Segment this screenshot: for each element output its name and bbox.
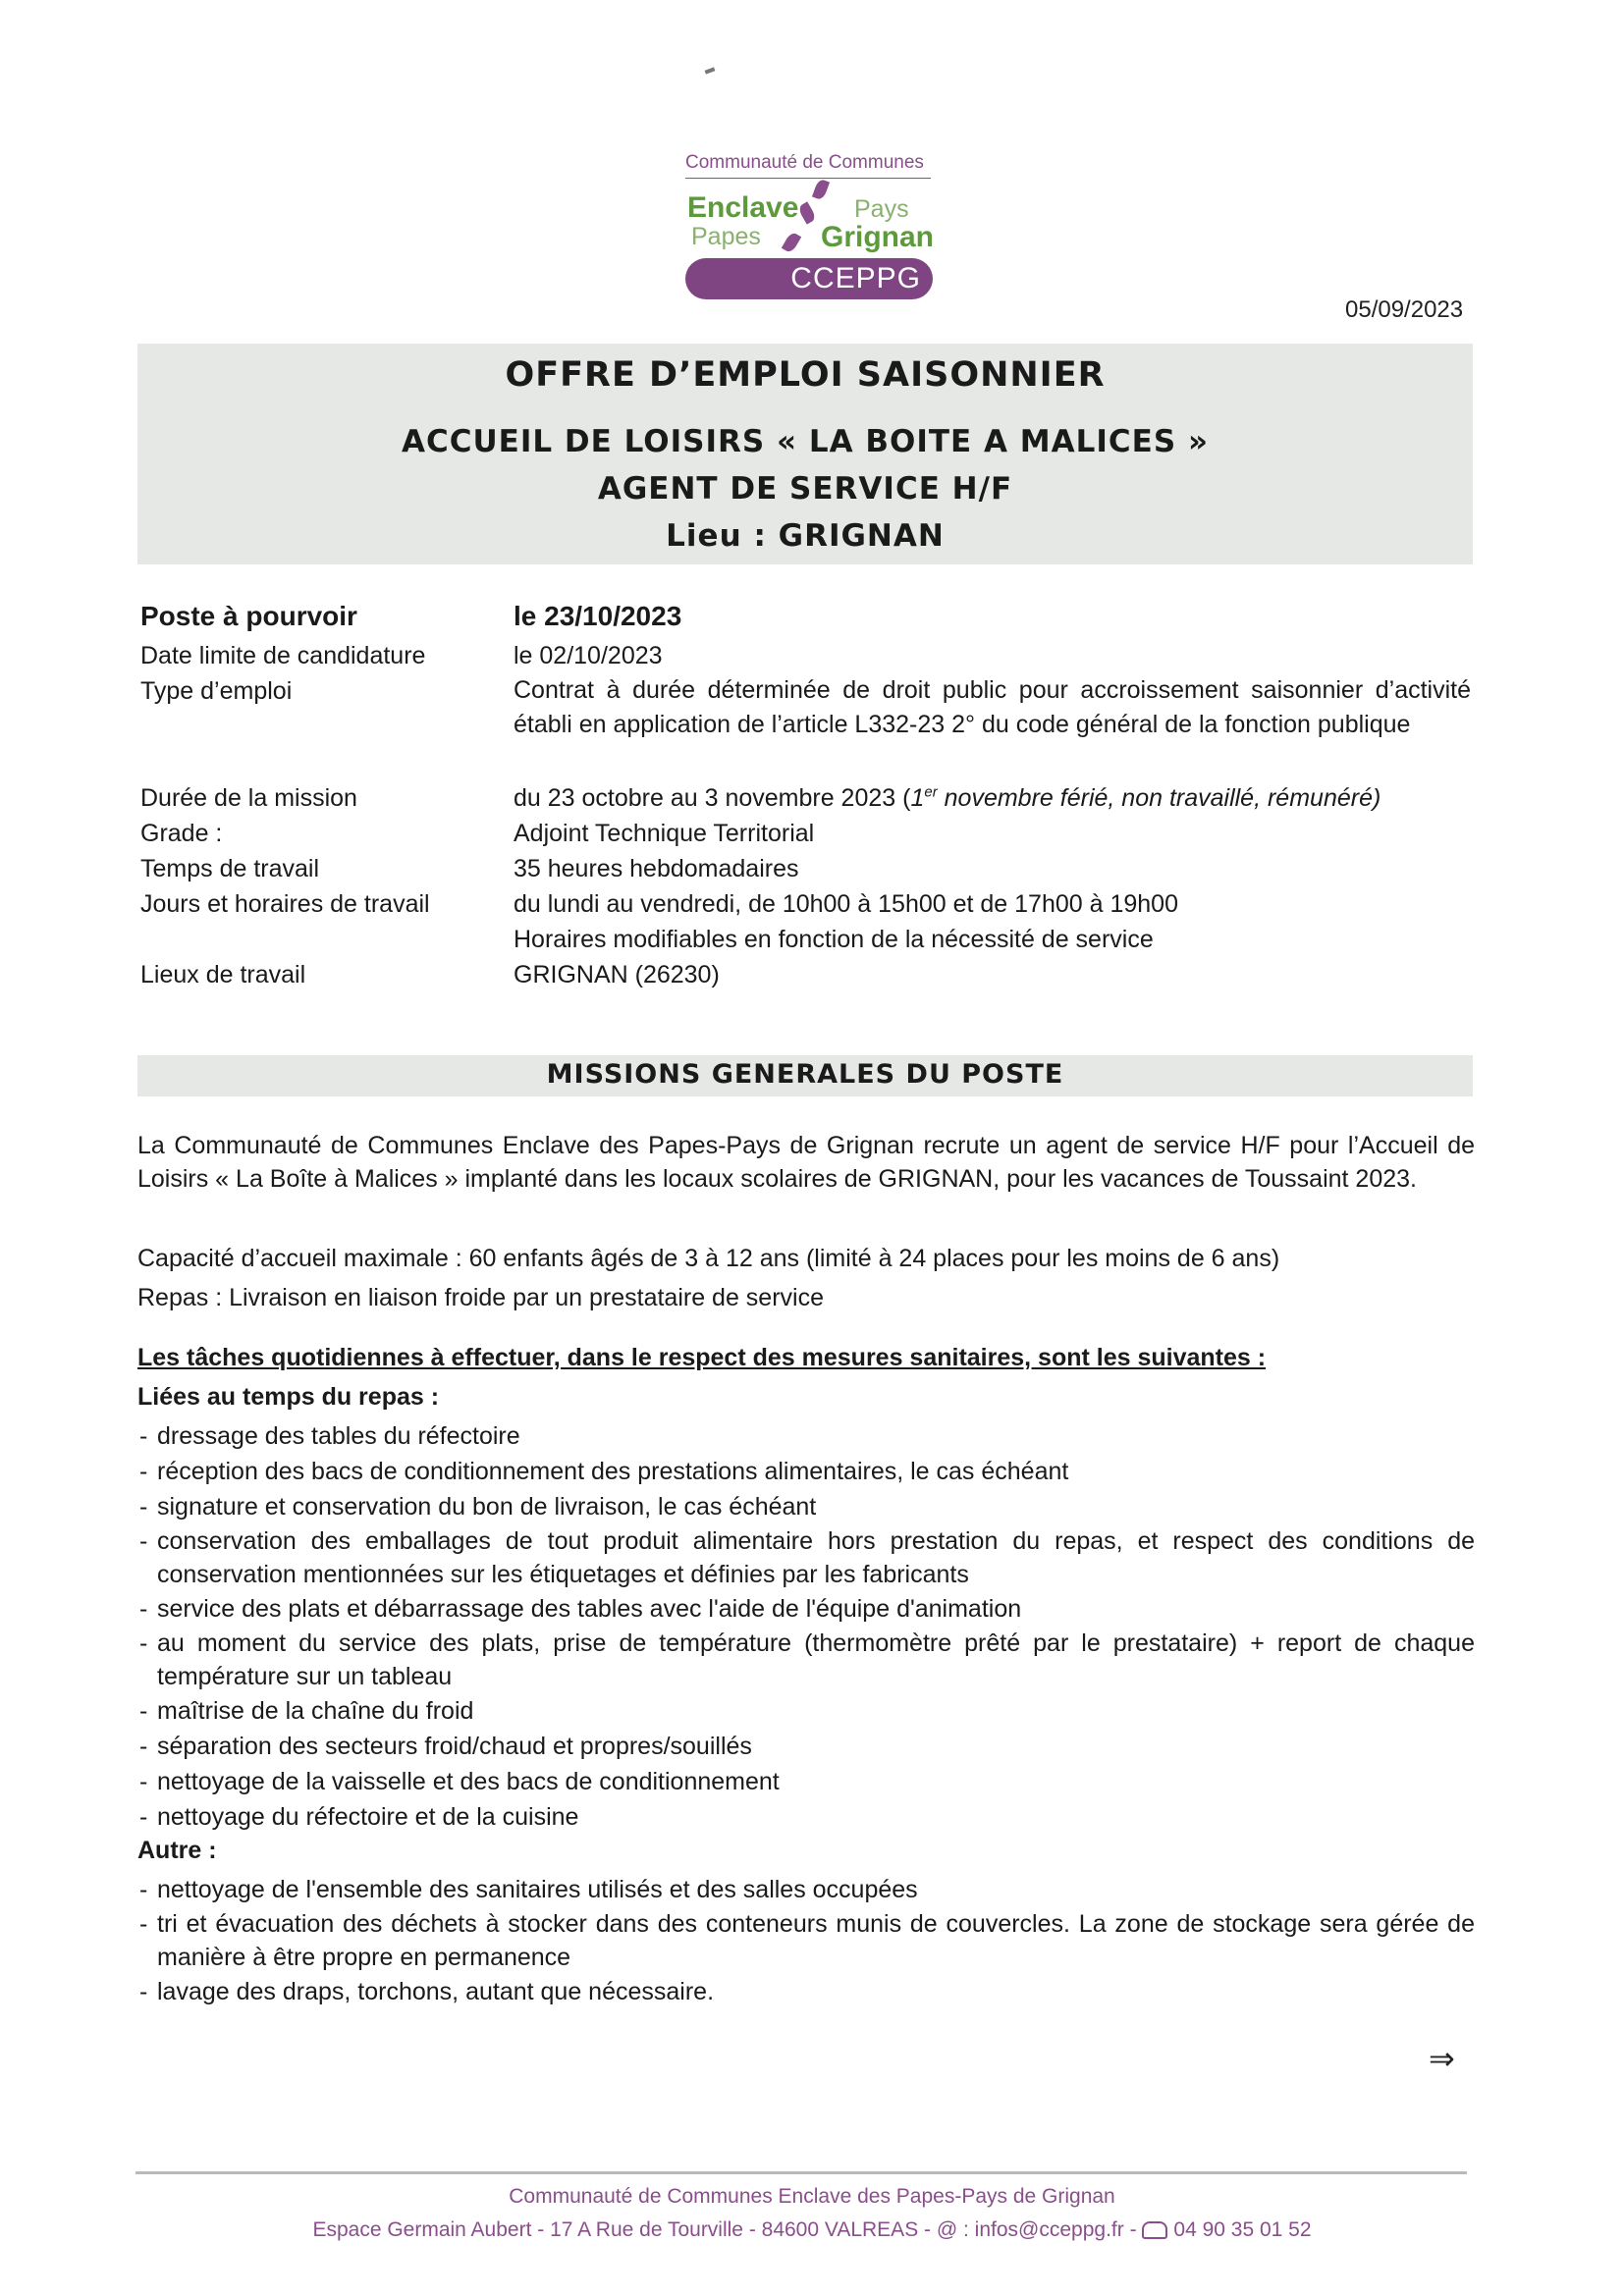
meals-text: Repas : Livraison en liaison froide par un prestataire de service xyxy=(137,1284,824,1311)
footer-org: Communauté de Communes Enclave des Papes-Pays de Grignan xyxy=(509,2185,1115,2208)
list-item: - tri et évacuation des déchets à stocker dans des conteneurs munis de couvercles. La zone de stockage sera gérée de manière à être propre en permanence xyxy=(139,1910,1475,1971)
next-page-arrow-icon: ⇒ xyxy=(1429,2041,1455,2076)
meal-heading: Liées au temps du repas : xyxy=(137,1383,440,1411)
list-item: - dressage des tables du réfectoire xyxy=(139,1422,520,1450)
role-title: AGENT DE SERVICE H/F xyxy=(597,471,1013,507)
info-label: Durée de la mission xyxy=(140,784,357,812)
center-title: ACCUEIL DE LOISIRS « LA BOITE A MALICES » xyxy=(402,424,1209,459)
list-item: - nettoyage de l'ensemble des sanitaires utilisés et des salles occupées xyxy=(139,1876,918,1903)
info-label: Temps de travail xyxy=(140,855,320,882)
list-item: - nettoyage de la vaisselle et des bacs de conditionnement xyxy=(139,1768,780,1795)
title-band xyxy=(137,344,1473,564)
duration-dates: du 23 octobre au 3 novembre 2023 ( xyxy=(514,784,911,812)
missions-band xyxy=(137,1055,1473,1096)
info-value: le 23/10/2023 xyxy=(514,601,682,631)
document-date: 05/09/2023 xyxy=(1345,296,1464,323)
other-heading: Autre : xyxy=(137,1837,217,1864)
logo-badge xyxy=(685,258,933,299)
offer-title: OFFRE D’EMPLOI SAISONNIER xyxy=(505,355,1106,395)
info-value: GRIGNAN (26230) xyxy=(514,961,720,988)
info-label: Jours et horaires de travail xyxy=(140,890,430,918)
info-label: Type d’emploi xyxy=(140,677,293,705)
footer-divider xyxy=(135,2171,1467,2174)
list-item: - signature et conservation du bon de livraison, le cas échéant xyxy=(139,1493,817,1521)
holiday-note: novembre férié, non travaillé, rémunéré) xyxy=(937,784,1381,812)
info-value: Contrat à durée déterminée de droit public pour accroissement saisonnier d’activité établi en application de l’article L332-23 2° du code général de la fonction publique xyxy=(514,676,1471,738)
logo-grignan-text: Grignan xyxy=(821,221,935,253)
missions-title: MISSIONS GENERALES DU POSTE xyxy=(546,1059,1064,1090)
list-item: - conservation des emballages de tout produit alimentaire hors prestation du repas, et respect des conditions de conservation mentionnées sur les étiquetages et définies par les fabricants xyxy=(139,1527,1475,1588)
list-item: - séparation des secteurs froid/chaud et propres/souillés xyxy=(139,1733,752,1760)
info-value: du lundi au vendredi, de 10h00 à 15h00 et de 17h00 à 19h00 xyxy=(514,890,1178,918)
list-item: - service des plats et débarrassage des tables avec l'aide de l'équipe d'animation xyxy=(139,1595,1022,1623)
scan-mark xyxy=(705,67,716,74)
leaf-icon xyxy=(797,201,817,224)
info-value: Adjoint Technique Territorial xyxy=(514,820,815,847)
info-label: Date limite de candidature xyxy=(140,642,426,669)
holiday-day: 1 xyxy=(910,784,925,812)
list-item: - nettoyage du réfectoire et de la cuisine xyxy=(139,1803,579,1831)
leaf-icon xyxy=(782,231,801,253)
holiday-ordinal: er xyxy=(924,783,938,801)
logo-rule xyxy=(685,178,931,179)
capacity-text: Capacité d’accueil maximale : 60 enfants âgés de 3 à 12 ans (limité à 24 places pour les moins de 6 ans) xyxy=(137,1245,1280,1272)
logo-abbreviation: CCEPPG xyxy=(790,262,921,294)
logo-top-text: Communauté de Communes xyxy=(685,152,924,173)
logo-pays-text: Pays xyxy=(854,195,909,223)
list-item: - maîtrise de la chaîne du froid xyxy=(139,1697,474,1725)
footer-address: Espace Germain Aubert - 17 A Rue de Tourville - 84600 VALREAS - @ : infos@cceppg.fr - xyxy=(312,2218,1143,2241)
cceppg-logo xyxy=(677,152,943,304)
info-label: Poste à pourvoir xyxy=(140,601,357,631)
logo-enclave-text: Enclave xyxy=(687,191,799,224)
info-value: le 02/10/2023 xyxy=(514,642,663,669)
info-label: Grade : xyxy=(140,820,223,847)
place-title: Lieu : GRIGNAN xyxy=(666,518,945,554)
other-task-list xyxy=(137,1872,1475,2009)
list-item: - au moment du service des plats, prise de température (thermomètre prêté par le prestataire) + report de chaque température sur un tableau xyxy=(139,1629,1475,1690)
footer-phone: 04 90 35 01 52 xyxy=(1173,2218,1312,2241)
logo-papes-text: Papes xyxy=(691,223,761,250)
list-item: - lavage des draps, torchons, autant que nécessaire. xyxy=(139,1978,715,2005)
info-value: Horaires modifiables en fonction de la nécessité de service xyxy=(514,926,1154,953)
leaf-icon xyxy=(812,179,830,201)
missions-intro: La Communauté de Communes Enclave des Papes-Pays de Grignan recrute un agent de service H/F pour l’Accueil de Loisirs « La Boîte à Malices » implanté dans les locaux scolaires de GRIGNAN, pour les vacances de Toussaint 2023. xyxy=(137,1132,1475,1193)
meal-task-list xyxy=(137,1418,1475,1835)
info-value xyxy=(514,780,1471,816)
footer-contact xyxy=(0,2218,1624,2242)
info-value: 35 heures hebdomadaires xyxy=(514,855,799,882)
tasks-heading: Les tâches quotidiennes à effectuer, dans le respect des mesures sanitaires, sont les suivantes : xyxy=(137,1344,1267,1371)
phone-icon xyxy=(1142,2221,1167,2239)
info-label: Lieux de travail xyxy=(140,961,306,988)
list-item: - réception des bacs de conditionnement des prestations alimentaires, le cas échéant xyxy=(139,1458,1069,1485)
